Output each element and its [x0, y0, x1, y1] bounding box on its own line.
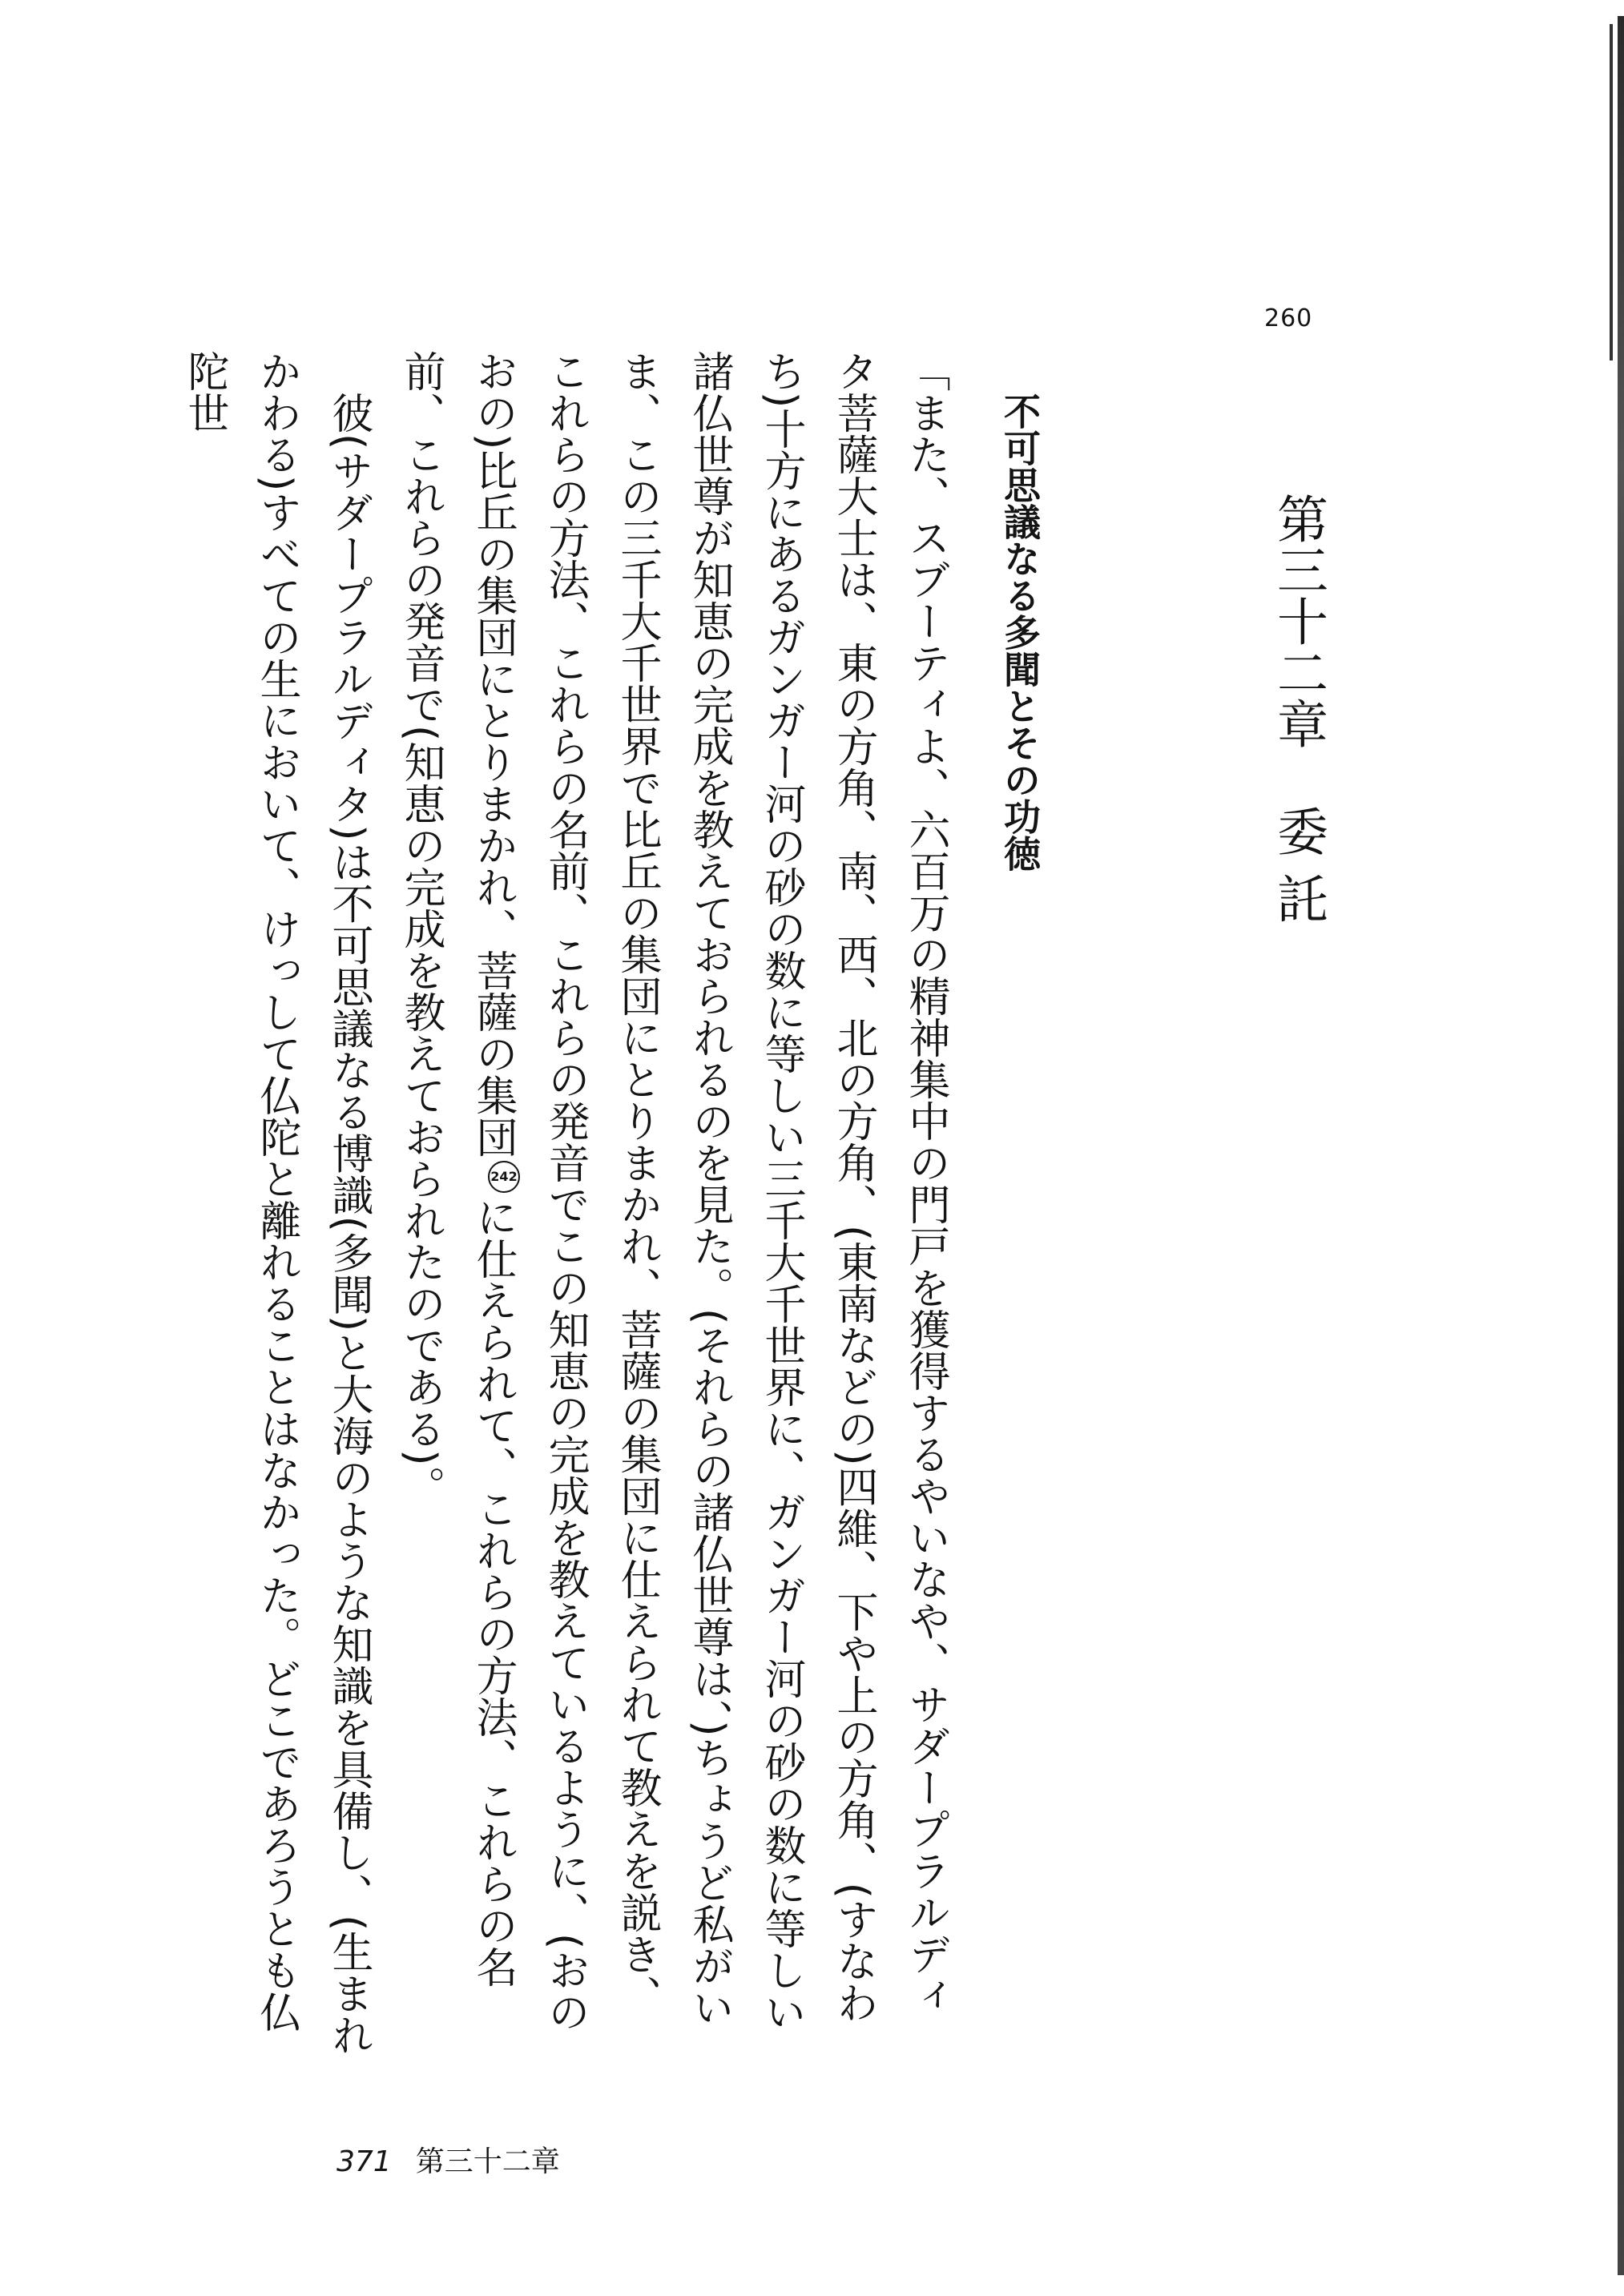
footer-chapter-label: 第三十二章 [415, 2145, 560, 2178]
paragraph-1 [385, 350, 961, 2056]
chapter-title [1266, 493, 1330, 924]
body-text [168, 350, 961, 2056]
paragraph-1-text-a: 「また、スブーティよ、六百万の精神集中の門戸を獲得するやいなや、サダープラルディタ菩薩大士は、東の方角、南、西、北の方角、(東南などの)四維、下や上の方角、(すなわち)十方にあるガンガー河の砂の数に等しい三千大千世界に、ガンガー河の砂の数に等しい諸仏世尊が知恵の完成を教えておられるのを見た。(それらの諸仏世尊は、)ちょうど私がいま、この三千大千世界で比丘の集団にとりまかれ、菩薩の集団に仕えられて教えを説き、これらの方法、これらの名前、これらの発音でこの知恵の完成を教えているように、(おのおの)比丘の集団にとりまかれ、菩薩の集団 [469, 350, 949, 2033]
scan-edge-shadow [1618, 16, 1624, 2275]
chapter-name: 委 託 [1268, 805, 1328, 924]
section-heading: 不可思議なる多聞とその功徳 [998, 393, 1042, 872]
note-marker-badge: 242 [488, 1161, 520, 1193]
page-footer [336, 2139, 560, 2180]
page-number-top: 260 [1264, 304, 1313, 332]
paragraph-2 [168, 350, 385, 2056]
chapter-number-label: 第三十二章 [1268, 493, 1328, 749]
footer-page-number: 371 [336, 2145, 392, 2178]
scan-edge-mark [1610, 24, 1613, 361]
paragraph-1-text-b: に仕えられて、これらの方法、これらの名前、これらの発音で(知恵の完成を教えておられたのである)。 [397, 350, 517, 1988]
paragraph-2-text: 彼(サダープラルディタ)は不可思議なる博識(多聞)と大海のような知識を具備し、(生まれかわる)すべての生において、けっして仏陀と離れることはなかった。どこであろうとも仏陀世 [180, 350, 373, 2056]
